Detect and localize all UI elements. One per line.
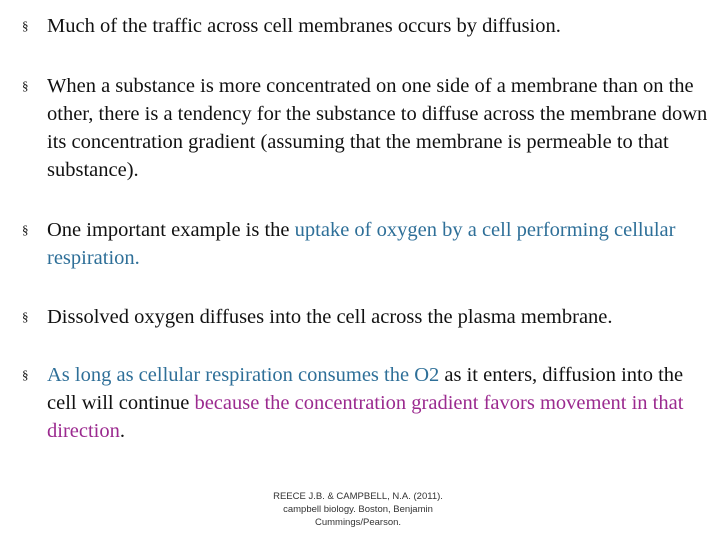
square-bullet-icon: § xyxy=(22,78,29,93)
square-bullet-icon: § xyxy=(22,367,29,382)
bullet-text: When a substance is more concentrated on one side of a membrane than on the other, there is a tendency for the substance to diffuse across the membrane down its concentration gradient (assuming that the membrane is permeable to that substance). xyxy=(47,75,708,181)
bullet-text xyxy=(22,216,712,272)
highlighted-text: uptake of oxygen by a cell performing cellular respiration. xyxy=(47,219,676,269)
bullet-middle-text: as it enters, diffusion into the cell will continue xyxy=(47,364,684,414)
square-bullet-icon: § xyxy=(22,18,29,33)
bullet-lead-text: One important example is the xyxy=(47,219,295,241)
bullet-text xyxy=(22,361,712,445)
bullet-item-2 xyxy=(22,72,712,184)
bullet-item-4 xyxy=(22,303,712,331)
bullet-end-text: . xyxy=(119,420,125,442)
bullet-text: Much of the traffic across cell membranes occurs by diffusion. xyxy=(47,15,561,37)
citation xyxy=(253,490,463,529)
square-bullet-icon: § xyxy=(22,309,29,324)
citation-line-1: REECE J.B. & CAMPBELL, N.A. (2011). xyxy=(273,491,443,502)
citation-line-2: campbell biology. Boston, Benjamin xyxy=(283,504,433,515)
highlighted-text-blue: As long as cellular respiration consumes the O2 xyxy=(47,364,440,386)
square-bullet-icon: § xyxy=(22,222,29,237)
bullet-item-5 xyxy=(22,361,712,445)
highlighted-text-magenta: because the concentration gradient favors movement in that direction xyxy=(47,392,684,442)
bullet-item-1 xyxy=(22,12,712,40)
bullet-item-3 xyxy=(22,216,712,272)
citation-line-3: Cummings/Pearson. xyxy=(314,517,402,528)
bullet-text: Dissolved oxygen diffuses into the cell across the plasma membrane. xyxy=(47,306,613,328)
